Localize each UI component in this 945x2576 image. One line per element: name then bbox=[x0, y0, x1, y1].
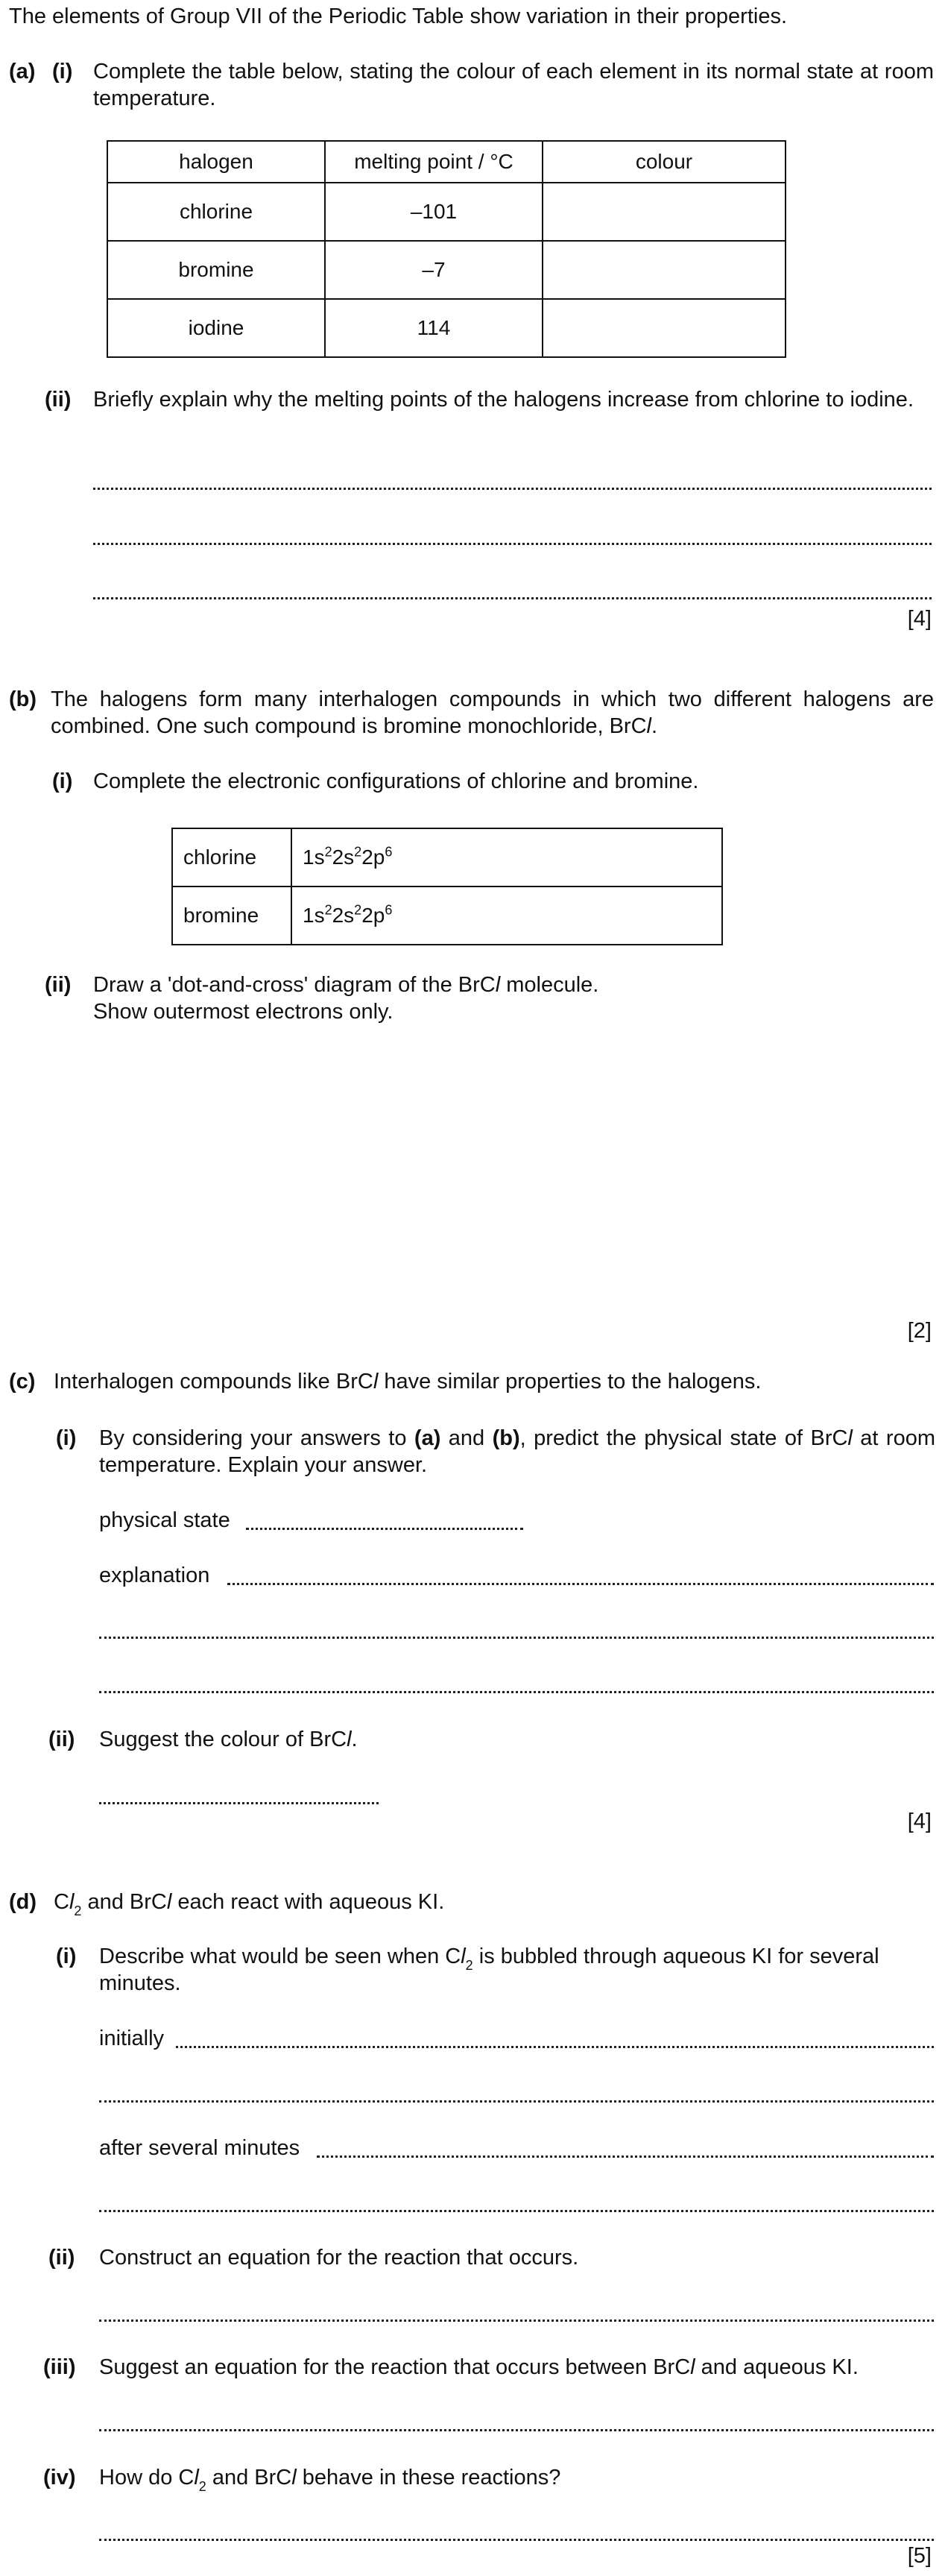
part-a-label: (a) bbox=[9, 60, 36, 84]
part-d-text: $Cl_2$ and BrCl each react with aqueous KI. bbox=[54, 1890, 445, 1918]
cell-halogen: bromine bbox=[107, 241, 325, 299]
answer-line[interactable] bbox=[99, 2320, 934, 2322]
part-d-iii-text: Suggest an equation for the reaction that occurs between BrCl and aqueous KI. bbox=[99, 2355, 859, 2379]
header-melting-point: melting point / °C bbox=[325, 141, 543, 183]
part-b-i-label: (i) bbox=[52, 769, 73, 793]
part-d-iv-text: How do $Cl_2$ and BrCl behave in these reactions? bbox=[99, 2466, 561, 2494]
answer-line[interactable] bbox=[99, 2429, 934, 2431]
explanation-label: explanation bbox=[99, 1563, 210, 1587]
cell-colour-input[interactable] bbox=[543, 183, 786, 241]
after-several-minutes-label: after several minutes bbox=[99, 2136, 300, 2160]
part-c-i-label: (i) bbox=[56, 1426, 77, 1450]
cell-melting-point: –101 bbox=[325, 183, 543, 241]
part-d-i-text: Describe what would be seen when $Cl_2$ is bubbled through aqueous KI for several minutes. bbox=[99, 1944, 879, 1995]
part-d-ii-label: (ii) bbox=[48, 2246, 75, 2270]
part-b-i-text: Complete the electronic configurations of chlorine and bromine. bbox=[93, 769, 699, 793]
answer-line[interactable] bbox=[93, 488, 932, 490]
halogen-table bbox=[107, 140, 786, 358]
part-d-i-label: (i) bbox=[56, 1944, 77, 1968]
part-c-label: (c) bbox=[9, 1370, 36, 1394]
part-b-ii-text-2: Show outermost electrons only. bbox=[93, 1000, 394, 1024]
part-d-iii-label: (iii) bbox=[43, 2355, 76, 2379]
colour-answer-line[interactable] bbox=[99, 1802, 379, 1804]
cell-halogen: chlorine bbox=[107, 183, 325, 241]
table-header-row bbox=[107, 141, 786, 183]
table-row bbox=[107, 241, 786, 299]
answer-line[interactable] bbox=[99, 2100, 934, 2103]
part-b-ii-label: (ii) bbox=[45, 973, 72, 997]
part-a-ii-label: (ii) bbox=[45, 388, 72, 412]
answer-line[interactable] bbox=[99, 2539, 934, 2541]
physical-state-line[interactable] bbox=[246, 1528, 523, 1530]
marks-d: [5] bbox=[907, 2544, 932, 2568]
initially-label: initially bbox=[99, 2027, 165, 2050]
cell-melting-point: 114 bbox=[325, 299, 543, 357]
config-cell-input[interactable]: $1s^22s^22p^6$ bbox=[291, 828, 722, 887]
answer-line[interactable] bbox=[99, 1637, 934, 1639]
physical-state-label: physical state bbox=[99, 1508, 230, 1532]
table-row bbox=[172, 828, 722, 887]
answer-line[interactable] bbox=[99, 2210, 934, 2212]
cell-halogen: iodine bbox=[107, 299, 325, 357]
part-a-ii-text: Briefly explain why the melting points of the halogens increase from chlorine to iodine. bbox=[93, 388, 914, 412]
part-d-ii-text: Construct an equation for the reaction that occurs. bbox=[99, 2246, 579, 2270]
drawing-area[interactable] bbox=[93, 1033, 932, 1301]
part-c-i-text: By considering your answers to (a) and (b), predict the physical state of BrCl at room temperature. Explain your answer. bbox=[99, 1426, 935, 1477]
part-a-i-text: Complete the table below, stating the colour of each element in its normal state at room temperature. bbox=[93, 60, 934, 110]
intro-text: The elements of Group VII of the Periodic Table show variation in their properties. bbox=[9, 4, 788, 28]
part-c-text: Interhalogen compounds like BrCl have similar properties to the halogens. bbox=[54, 1370, 762, 1394]
marks-c: [4] bbox=[907, 1810, 932, 1833]
config-element: bromine bbox=[172, 887, 291, 945]
cell-colour-input[interactable] bbox=[543, 299, 786, 357]
part-b-text: The halogens form many interhalogen compounds in which two different halogens are combined. One such compound is bromine monochloride, BrCl. bbox=[51, 687, 934, 738]
config-table bbox=[171, 828, 723, 945]
answer-line[interactable] bbox=[99, 1691, 934, 1693]
part-c-ii-label: (ii) bbox=[48, 1728, 75, 1751]
marks-a: [4] bbox=[907, 607, 932, 631]
part-a-i-label: (i) bbox=[52, 60, 73, 84]
part-d-label: (d) bbox=[9, 1890, 37, 1914]
part-b-label: (b) bbox=[9, 687, 37, 711]
config-element: chlorine bbox=[172, 828, 291, 887]
table-row bbox=[107, 183, 786, 241]
marks-b: [2] bbox=[907, 1319, 932, 1343]
initially-line[interactable] bbox=[176, 2046, 934, 2048]
header-colour: colour bbox=[543, 141, 786, 183]
header-halogen: halogen bbox=[107, 141, 325, 183]
after-line[interactable] bbox=[317, 2155, 934, 2158]
cell-melting-point: –7 bbox=[325, 241, 543, 299]
table-row bbox=[172, 887, 722, 945]
config-cell-input[interactable]: $1s^22s^22p^6$ bbox=[291, 887, 722, 945]
part-b-ii-text: Draw a 'dot-and-cross' diagram of the BrCl molecule. bbox=[93, 973, 599, 997]
answer-line[interactable] bbox=[93, 597, 932, 599]
part-d-iv-label: (iv) bbox=[43, 2466, 76, 2490]
part-c-ii-text: Suggest the colour of BrCl. bbox=[99, 1728, 358, 1751]
explanation-line[interactable] bbox=[227, 1583, 934, 1585]
table-row bbox=[107, 299, 786, 357]
cell-colour-input[interactable] bbox=[543, 241, 786, 299]
answer-line[interactable] bbox=[93, 543, 932, 545]
